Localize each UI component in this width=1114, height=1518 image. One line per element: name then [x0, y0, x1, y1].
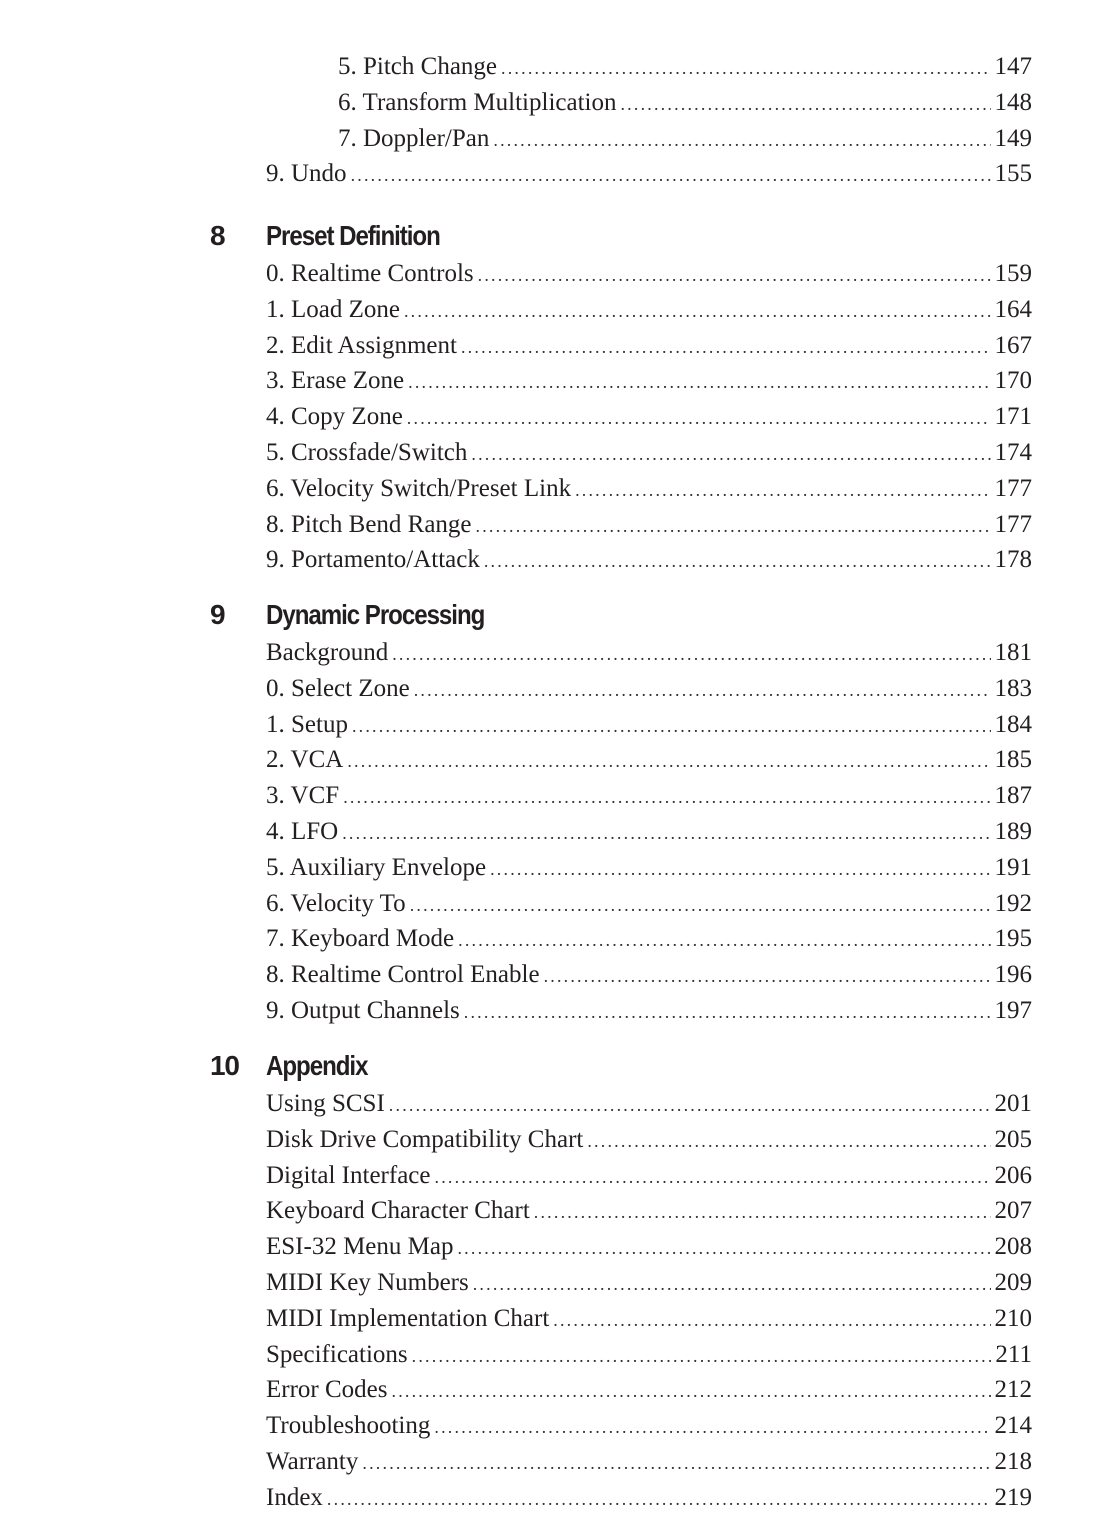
toc-entry-label: 9. Undo [266, 160, 347, 188]
toc-entry-label: Using SCSI [266, 1090, 385, 1117]
toc-entry-page: 177 [994, 474, 1032, 502]
toc-entry[interactable] [266, 778, 1032, 814]
dot-leader [493, 123, 990, 159]
toc-entry[interactable] [266, 1229, 1032, 1265]
toc-entry-page: 214 [994, 1412, 1032, 1440]
dot-leader [343, 780, 990, 816]
dot-leader [534, 1195, 991, 1231]
dot-leader [484, 544, 991, 580]
toc-entry-label: 7. Doppler/Pan [338, 124, 490, 152]
toc-entry-page: 181 [994, 639, 1032, 666]
section-number: 10 [210, 1050, 239, 1081]
toc-entry-label: 4. LFO [266, 817, 339, 845]
toc-entry-page: 183 [994, 674, 1032, 702]
dot-leader [392, 1374, 991, 1410]
dot-leader [352, 709, 991, 745]
section-title: Preset Definition [266, 220, 440, 251]
section-heading [0, 1046, 1114, 1086]
toc-entry-label: 6. Velocity To [266, 889, 406, 917]
toc-entry-label: 7. Keyboard Mode [266, 925, 455, 953]
dot-leader [478, 258, 991, 294]
toc-entry[interactable] [266, 671, 1032, 707]
toc-entry-page: 219 [994, 1483, 1032, 1511]
section-number: 9 [210, 599, 225, 630]
toc-entry[interactable] [266, 507, 1032, 543]
dot-leader [435, 1160, 991, 1196]
toc-entry-label: 2. VCA [266, 746, 344, 774]
section-title: Appendix [266, 1050, 368, 1081]
dot-leader [587, 1124, 990, 1160]
toc-entry[interactable] [266, 1122, 1032, 1158]
toc-entry-page: 211 [995, 1340, 1032, 1368]
toc-entry[interactable] [266, 471, 1032, 507]
toc-entry-label: 8. Realtime Control Enable [266, 961, 540, 989]
toc-entry[interactable] [266, 993, 1032, 1029]
toc-entry[interactable] [266, 707, 1032, 743]
toc-entry-page: 187 [994, 782, 1032, 810]
toc-entry-label: 5. Crossfade/Switch [266, 438, 468, 466]
dot-leader [408, 365, 990, 401]
toc-entry-page: 164 [994, 295, 1032, 323]
toc-entry-page: 191 [994, 853, 1032, 881]
toc-entry-label: ESI-32 Menu Map [266, 1233, 454, 1261]
toc-continued [0, 49, 1114, 192]
toc-entry[interactable] [266, 292, 1032, 328]
dot-leader [553, 1303, 990, 1339]
toc-entry-page: 159 [994, 260, 1032, 287]
toc-entry-page: 201 [994, 1090, 1032, 1117]
section-heading [0, 216, 1114, 256]
toc-entry-page: 178 [994, 546, 1032, 574]
dot-leader [464, 995, 991, 1031]
toc-entry-label: Background [266, 639, 389, 666]
dot-leader [404, 294, 991, 330]
toc-entry[interactable] [266, 1301, 1032, 1337]
toc-entry[interactable] [266, 1086, 1032, 1122]
toc-entry-label: Specifications [266, 1340, 408, 1368]
section-title: Dynamic Processing [266, 599, 485, 630]
toc-entry[interactable] [266, 1337, 1032, 1373]
toc-entry-label: MIDI Key Numbers [266, 1268, 469, 1296]
toc-entry-label: 0. Select Zone [266, 674, 410, 702]
toc-entry-label: 3. Erase Zone [266, 367, 405, 395]
dot-leader [347, 744, 990, 780]
dot-leader [544, 959, 991, 995]
toc-entry[interactable] [266, 742, 1032, 778]
toc-entry-page: 147 [994, 53, 1032, 80]
toc-entry[interactable] [266, 156, 1032, 192]
toc-entry[interactable] [266, 1480, 1032, 1516]
toc-entry-page: 207 [994, 1197, 1032, 1225]
toc-entry-label: MIDI Implementation Chart [266, 1304, 550, 1332]
toc-entry-page: 184 [994, 710, 1032, 738]
toc-entry-label: 5. Pitch Change [338, 53, 498, 80]
toc-entry-label: 5. Auxiliary Envelope [266, 853, 487, 881]
toc-entry-page: 196 [994, 961, 1032, 989]
toc-entry-label: Index [266, 1483, 323, 1511]
dot-leader [458, 923, 990, 959]
toc-entry[interactable] [338, 85, 1032, 121]
toc-entry-label: Keyboard Character Chart [266, 1197, 530, 1225]
toc-entry[interactable] [266, 399, 1032, 435]
dot-leader [471, 437, 990, 473]
toc-entry[interactable] [266, 635, 1032, 671]
toc-entry[interactable] [266, 1408, 1032, 1444]
toc-entry[interactable] [266, 850, 1032, 886]
dot-leader [351, 158, 991, 194]
dot-leader [620, 87, 990, 123]
toc-entry-page: 197 [994, 996, 1032, 1024]
toc-entry-page: 185 [994, 746, 1032, 774]
dot-leader [575, 473, 990, 509]
toc-entry-label: 4. Copy Zone [266, 403, 403, 431]
toc-entry-page: 206 [994, 1161, 1032, 1189]
dot-leader [362, 1446, 990, 1482]
toc-entry-label: 2. Edit Assignment [266, 331, 457, 359]
toc-entry-label: 6. Transform Multiplication [338, 88, 617, 116]
toc-entry-label: Disk Drive Compatibility Chart [266, 1125, 584, 1153]
toc-entry[interactable] [266, 256, 1032, 292]
toc-entry-label: Digital Interface [266, 1161, 431, 1189]
toc-entry[interactable] [266, 1372, 1032, 1408]
toc-entry-page: 170 [994, 367, 1032, 395]
toc-entry-page: 210 [994, 1304, 1032, 1332]
toc-entry[interactable] [338, 121, 1032, 157]
toc-entry[interactable] [266, 1265, 1032, 1301]
toc-entry[interactable] [266, 814, 1032, 850]
section-heading [0, 595, 1114, 635]
toc-entry-label: 9. Output Channels [266, 996, 460, 1024]
toc-entry[interactable] [266, 435, 1032, 471]
dot-leader [434, 1410, 990, 1446]
dot-leader [389, 1088, 991, 1124]
toc-entry-label: 1. Setup [266, 710, 348, 738]
dot-leader [342, 816, 990, 852]
toc-entry-label: Troubleshooting [266, 1412, 431, 1440]
toc-entry[interactable] [266, 328, 1032, 364]
toc-entry-label: 6. Velocity Switch/Preset Link [266, 474, 572, 502]
toc-entry[interactable] [266, 886, 1032, 922]
toc-entry-page: 174 [994, 438, 1032, 466]
toc-entry-label: 0. Realtime Controls [266, 260, 474, 287]
toc-entry[interactable] [266, 921, 1032, 957]
dot-leader [490, 852, 990, 888]
toc-entry-page: 171 [994, 403, 1032, 431]
toc-entry-page: 218 [994, 1447, 1032, 1475]
toc-entry[interactable] [266, 1444, 1032, 1480]
dot-leader [410, 888, 991, 924]
toc-entry-page: 148 [994, 88, 1032, 116]
toc-entry-label: 9. Portamento/Attack [266, 546, 480, 574]
dot-leader [461, 330, 991, 366]
dot-leader [501, 51, 990, 87]
toc-entry-page: 212 [994, 1376, 1032, 1404]
toc-entry-page: 177 [994, 510, 1032, 538]
dot-leader [473, 1267, 991, 1303]
toc-entry-page: 205 [994, 1125, 1032, 1153]
dot-leader [476, 509, 991, 545]
toc-entry-page: 208 [994, 1233, 1032, 1261]
section-number: 8 [210, 220, 225, 251]
dot-leader [412, 1339, 992, 1375]
dot-leader [414, 673, 991, 709]
toc-entry-page: 189 [994, 817, 1032, 845]
toc-entry[interactable] [266, 1158, 1032, 1194]
toc-entry-page: 192 [994, 889, 1032, 917]
toc-section-dynamic-processing [0, 595, 1114, 1029]
dot-leader [457, 1231, 990, 1267]
toc-section-appendix [0, 1046, 1114, 1516]
toc-section-preset-definition [0, 216, 1114, 578]
dot-leader [327, 1482, 991, 1518]
toc-entry-label: 1. Load Zone [266, 295, 400, 323]
toc-entry-label: 3. VCF [266, 782, 340, 810]
toc-entry-page: 195 [994, 925, 1032, 953]
dot-leader [392, 637, 990, 673]
toc-entry[interactable] [338, 49, 1032, 85]
toc-entry-label: Error Codes [266, 1376, 388, 1404]
toc-entry[interactable] [266, 957, 1032, 993]
toc-entry[interactable] [266, 1193, 1032, 1229]
toc-entry[interactable] [266, 363, 1032, 399]
toc-entry-page: 209 [994, 1268, 1032, 1296]
toc-entry-page: 149 [994, 124, 1032, 152]
toc-entry-page: 167 [994, 331, 1032, 359]
toc-entry-label: 8. Pitch Bend Range [266, 510, 472, 538]
toc-entry[interactable] [266, 542, 1032, 578]
toc-entry-page: 155 [994, 160, 1032, 188]
dot-leader [407, 401, 991, 437]
toc-entry-label: Warranty [266, 1447, 359, 1475]
